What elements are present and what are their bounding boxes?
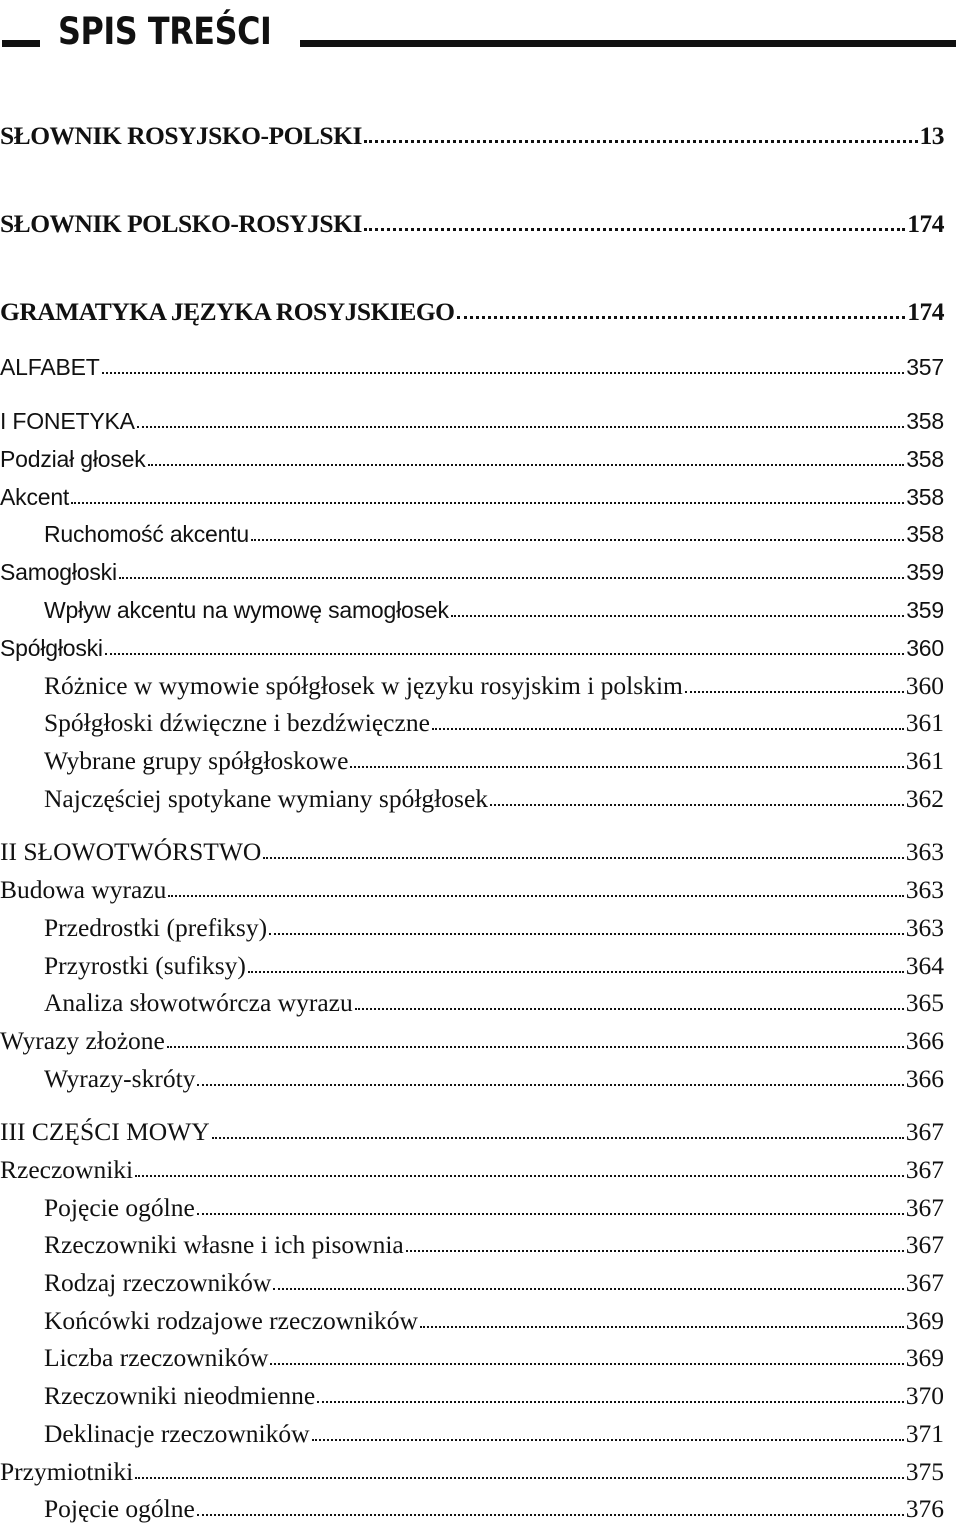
toc-entry-page: 369 <box>905 1306 944 1335</box>
toc-entry-title: Budowa wyrazu <box>0 875 167 904</box>
toc-entry-title: Przymiotniki <box>0 1457 134 1486</box>
dot-leader <box>197 1067 903 1087</box>
toc-entry[interactable] <box>0 296 944 328</box>
toc-entry-title: Deklinacje rzeczowników <box>44 1419 310 1448</box>
dot-leader <box>248 954 904 974</box>
dot-leader <box>269 916 904 936</box>
toc-entry-title: Wyrazy-skróty <box>44 1064 196 1093</box>
toc-entry-page: 174 <box>907 297 944 326</box>
dot-leader <box>457 300 906 320</box>
toc-entry[interactable] <box>0 912 944 944</box>
toc-entry-page: 363 <box>905 875 944 904</box>
dot-leader <box>350 749 903 769</box>
toc-entry-title: Przyrostki (sufiksy) <box>44 951 246 980</box>
toc-entry-page: 363 <box>905 837 944 866</box>
toc-entry-page: 358 <box>906 484 944 510</box>
toc-entry-title: Rzeczowniki nieodmienne <box>44 1381 316 1410</box>
toc-entry[interactable] <box>0 120 944 152</box>
toc-entry[interactable] <box>0 836 944 868</box>
dot-leader <box>317 1384 904 1404</box>
dot-leader <box>102 355 905 375</box>
toc-entry-title: SŁOWNIK ROSYJSKO-POLSKI <box>0 121 362 150</box>
toc-entry[interactable] <box>0 443 944 475</box>
toc-entry-page: 367 <box>905 1193 944 1222</box>
toc-entry-title: Samogłoski <box>0 559 117 585</box>
toc-entry-title: GRAMATYKA JĘZYKA ROSYJSKIEGO <box>0 297 455 326</box>
toc-entry-title: Najczęściej spotykane wymiany spółgłosek <box>44 784 489 813</box>
toc-entry-title: I FONETYKA <box>0 408 135 434</box>
dot-leader <box>432 711 904 731</box>
toc-entry[interactable] <box>0 1229 944 1261</box>
toc-entry[interactable] <box>0 987 944 1019</box>
toc-entry[interactable] <box>0 481 944 513</box>
toc-entry-title: Spółgłoski <box>0 635 103 661</box>
toc-entry[interactable] <box>0 1116 944 1148</box>
toc-entry-page: 174 <box>907 209 944 238</box>
dot-leader <box>420 1309 904 1329</box>
toc-entry-title: Rzeczowniki własne i ich pisownia <box>44 1230 404 1259</box>
toc-entry[interactable] <box>0 1154 944 1186</box>
toc-entry-page: 375 <box>905 1457 944 1486</box>
toc-entry-page: 359 <box>906 597 944 623</box>
toc-entry-page: 367 <box>905 1268 944 1297</box>
dot-leader <box>71 485 904 505</box>
toc-entry-title: Podział głosek <box>0 446 146 472</box>
toc-entry[interactable] <box>0 405 944 437</box>
toc-entry[interactable] <box>0 1418 944 1450</box>
toc-entry-title: SŁOWNIK POLSKO-ROSYJSKI <box>0 209 362 238</box>
toc-entry-page: 13 <box>919 121 944 150</box>
toc-entry-title: Analiza słowotwórcza wyrazu <box>44 988 353 1017</box>
dot-leader <box>263 840 903 860</box>
toc-entry[interactable] <box>0 1025 944 1057</box>
toc-entry-page: 362 <box>905 784 944 813</box>
toc-entry-page: 366 <box>905 1026 944 1055</box>
toc-entry-title: Wybrane grupy spółgłoskowe <box>44 746 349 775</box>
toc-entry[interactable] <box>0 783 944 815</box>
dot-leader <box>490 787 904 807</box>
toc-entry[interactable] <box>0 1192 944 1224</box>
toc-entry-title: ALFABET <box>0 354 100 380</box>
header-rule-right <box>300 40 956 47</box>
toc-entry-title: Wpływ akcentu na wymowę samogłosek <box>44 597 449 623</box>
toc-entry-page: 357 <box>906 354 944 380</box>
dot-leader <box>137 409 904 429</box>
toc-entry-page: 367 <box>905 1230 944 1259</box>
dot-leader <box>148 447 905 467</box>
toc-entry[interactable] <box>0 1493 944 1525</box>
toc-entry-page: 359 <box>906 559 944 585</box>
dot-leader <box>135 1460 904 1480</box>
toc-entry[interactable] <box>0 208 944 240</box>
dot-leader <box>167 1029 904 1049</box>
dot-leader <box>364 124 918 144</box>
toc-entry[interactable] <box>0 632 944 664</box>
toc-entry-page: 361 <box>905 746 944 775</box>
toc-entry-page: 358 <box>906 446 944 472</box>
toc-entry[interactable] <box>0 1380 944 1412</box>
toc-entry-page: 366 <box>905 1064 944 1093</box>
toc-entry-page: 363 <box>905 913 944 942</box>
dot-leader <box>212 1120 904 1140</box>
toc-entry-page: 364 <box>905 951 944 980</box>
toc-entry-page: 365 <box>905 988 944 1017</box>
toc-entry-page: 367 <box>905 1117 944 1146</box>
toc-entry-page: 358 <box>906 408 944 434</box>
toc-entry[interactable] <box>0 874 944 906</box>
toc-entry-page: 371 <box>905 1419 944 1448</box>
toc-entry-title: Przedrostki (prefiksy) <box>44 913 268 942</box>
toc-entry-title: Pojęcie ogólne <box>44 1494 195 1523</box>
toc-entry[interactable] <box>0 1456 944 1488</box>
dot-leader <box>270 1346 903 1366</box>
toc-entry[interactable] <box>0 745 944 777</box>
toc-entry-title: III CZĘŚCI MOWY <box>0 1117 210 1146</box>
toc-entry-title: Rzeczowniki <box>0 1155 134 1184</box>
dot-leader <box>364 212 905 232</box>
toc-entry[interactable] <box>0 1305 944 1337</box>
toc-entry-page: 369 <box>905 1343 944 1372</box>
header-rule-left <box>2 40 40 47</box>
toc-entry-title: Końcówki rodzajowe rzeczowników <box>44 1306 418 1335</box>
dot-leader <box>685 674 904 694</box>
toc-entry[interactable] <box>0 707 944 739</box>
toc-entry-page: 361 <box>905 708 944 737</box>
toc-entry-page: 360 <box>906 635 944 661</box>
toc-entry-title: Spółgłoski dźwięczne i bezdźwięczne <box>44 708 430 737</box>
dot-leader <box>273 1271 903 1291</box>
toc-entry-title: Rodzaj rzeczowników <box>44 1268 272 1297</box>
toc-entry-title: Liczba rzeczowników <box>44 1343 269 1372</box>
toc-entry-page: 358 <box>906 521 944 547</box>
toc-entry-title: Pojęcie ogólne <box>44 1193 195 1222</box>
page-title: SPIS TREŚCI <box>58 10 272 53</box>
page-header <box>0 6 960 62</box>
toc-entry[interactable] <box>0 594 944 626</box>
dot-leader <box>197 1196 904 1216</box>
toc-entry-page: 376 <box>905 1494 944 1523</box>
toc-entry-title: Akcent <box>0 484 70 510</box>
toc-entry[interactable] <box>0 1267 944 1299</box>
toc-entry[interactable] <box>0 670 944 702</box>
toc-entry[interactable] <box>0 556 944 588</box>
dot-leader <box>105 636 904 656</box>
dot-leader <box>135 1158 904 1178</box>
toc-entry-title: II SŁOWOTWÓRSTWO <box>0 837 262 866</box>
toc-entry-page: 367 <box>905 1155 944 1184</box>
dot-leader <box>197 1497 904 1517</box>
toc-entry[interactable] <box>0 1063 944 1095</box>
toc-entry-title: Wyrazy złożone <box>0 1026 165 1055</box>
toc-entry[interactable] <box>0 950 944 982</box>
toc-entry-title: Różnice w wymowie spółgłosek w języku rosyjskim i polskim <box>44 671 683 700</box>
dot-leader <box>119 560 904 580</box>
dot-leader <box>355 991 904 1011</box>
dot-leader <box>168 878 903 898</box>
dot-leader <box>251 522 904 542</box>
dot-leader <box>312 1422 904 1442</box>
dot-leader <box>451 598 904 618</box>
dot-leader <box>406 1233 904 1253</box>
toc-entry[interactable] <box>0 518 944 550</box>
toc-entry-title: Ruchomość akcentu <box>44 521 249 547</box>
toc-entry[interactable] <box>0 1342 944 1374</box>
toc-entry-page: 360 <box>905 671 944 700</box>
toc-entry[interactable] <box>0 351 944 383</box>
toc-entry-page: 370 <box>905 1381 944 1410</box>
